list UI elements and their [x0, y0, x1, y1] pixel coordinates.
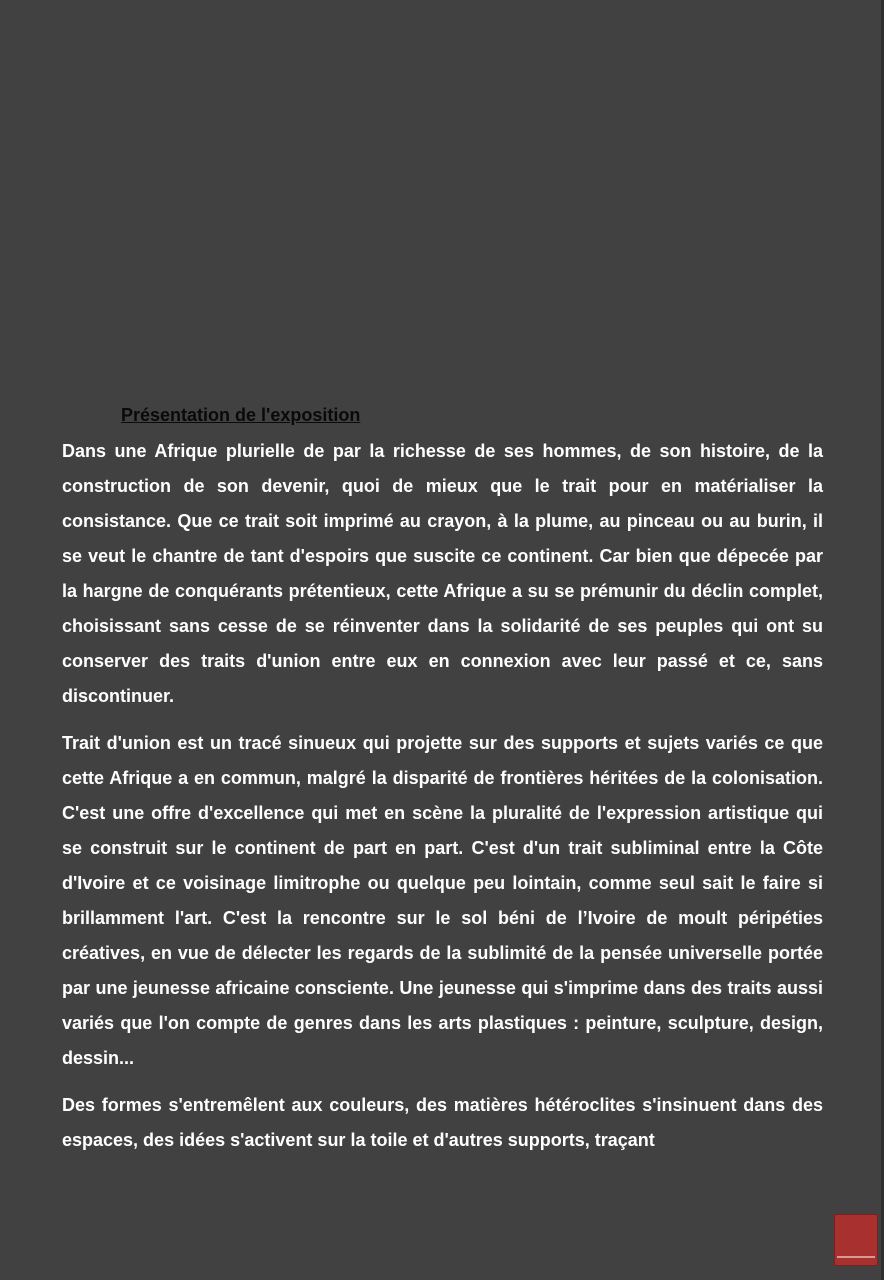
document-body: [62, 402, 823, 1170]
paragraph-1: Dans une Afrique plurielle de par la richesse de ses hommes, de son histoire, de la construction de son devenir, quoi de mieux que le trait pour en matérialiser la consistance. Que ce trait soit imprimé au crayon, à la plume, au pinceau ou au burin, il se veut le chantre de tant d'espoirs que suscite ce continent. Car bien que dépecée par la hargne de conquérants prétentieux, cette Afrique a su se prémunir du déclin complet, choisissant sans cesse de se réinventer dans la solidarité de ses peuples qui ont su conserver des traits d'union entre eux en connexion avec leur passé et ce, sans discontinuer.: [62, 441, 823, 706]
corner-accent-stripe: [837, 1256, 875, 1258]
paragraph-3: Des formes s'entremêlent aux couleurs, des matières hétéroclites s'insinuent dans des espaces, des idées s'activent sur la toile et d'autres supports, traçant: [62, 1095, 823, 1150]
corner-accent-block: [834, 1214, 878, 1266]
paragraph-2: Trait d'union est un tracé sinueux qui projette sur des supports et sujets variés ce que cette Afrique a en commun, malgré la disparité de frontières héritées de la colonisation. C'est une offre d'excellence qui met en scène la pluralité de l'expression artistique qui se construit sur le continent de part en part. C'est d'un trait subliminal entre la Côte d'Ivoire et ce voisinage limitrophe ou quelque peu lointain, comme seul sait le faire si brillamment l'art. C'est la rencontre sur le sol béni de l’Ivoire de moult péripéties créatives, en vue de délecter les regards de la sublimité de la pensée universelle portée par une jeunesse africaine consciente. Une jeunesse qui s'imprime dans des traits aussi variés que l'on compte de genres dans les arts plastiques : peinture, sculpture, design, dessin...: [62, 733, 823, 1068]
section-heading: Présentation de l'exposition: [121, 405, 361, 425]
